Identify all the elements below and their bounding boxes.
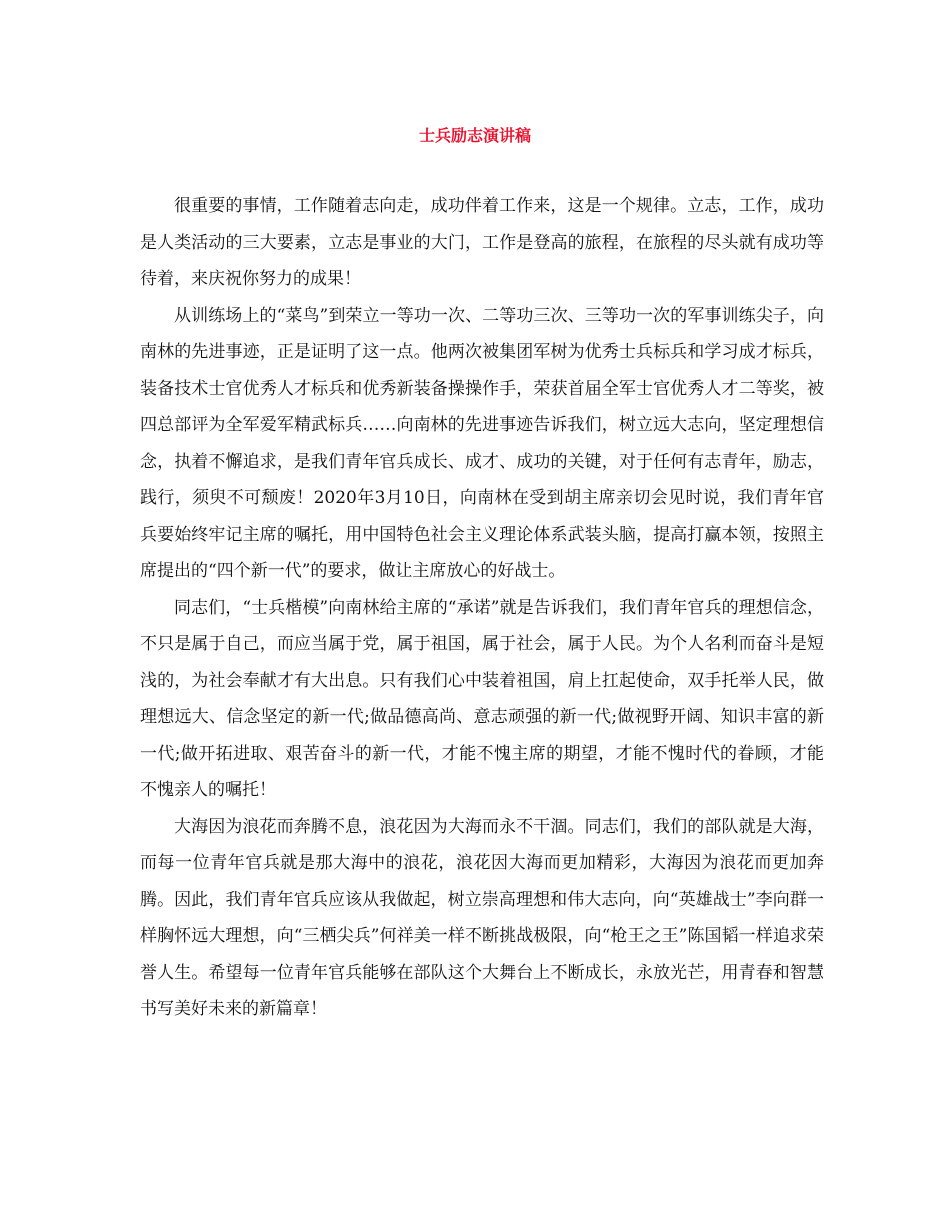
document-body xyxy=(140,188,824,1028)
document-title: 士兵励志演讲稿 xyxy=(418,126,531,145)
paragraph-3: 同志们，“士兵楷模”向南林给主席的“承诺”就是告诉我们，我们青年官兵的理想信念，不只是属于自己，而应当属于党，属于祖国，属于社会，属于人民。为个人名利而奋斗是短浅的，为社会奉献才有大出息。只有我们心中装着祖国，肩上扛起使命，双手托举人民，做理想远大、信念坚定的新一代;做品德高尚、意志顽强的新一代;做视野开阔、知识丰富的新一代;做开拓进取、艰苦奋斗的新一代，才能不愧主席的期望，才能不愧时代的眷顾，才能不愧亲人的嘱托！ xyxy=(140,597,824,800)
paragraph-4: 大海因为浪花而奔腾不息，浪花因为大海而永不干涸。同志们，我们的部队就是大海，而每一位青年官兵就是那大海中的浪花，浪花因大海而更加精彩，大海因为浪花而更加奔腾。因此，我们青年官兵应该从我做起，树立崇高理想和伟大志向，向“英雄战士”李向群一样胸怀远大理想，向“三栖尖兵”何祥美一样不断挑战极限，向“枪王之王”陈国韬一样追求荣誉人生。希望每一位青年官兵能够在部队这个大舞台上不断成长，永放光芒，用青春和智慧书写美好未来的新篇章！ xyxy=(140,816,824,1019)
paragraph-2: 从训练场上的“菜鸟”到荣立一等功一次、二等功三次、三等功一次的军事训练尖子，向南林的先进事迹，正是证明了这一点。他两次被集团军树为优秀士兵标兵和学习成才标兵，装备技术士官优秀人才标兵和优秀新装备操操作手，荣获首届全军士官优秀人才二等奖，被四总部评为全军爱军精武标兵……向南林的先进事迹告诉我们，树立远大志向，坚定理想信念，执着不懈追求，是我们青年官兵成长、成才、成功的关键，对于任何有志青年，励志，践行，须臾不可颓废！2020年3月10日，向南林在受到胡主席亲切会见时说，我们青年官兵要始终牢记主席的嘱托，用中国特色社会主义理论体系武装头脑，提高打赢本领，按照主席提出的“四个新一代”的要求，做让主席放心的好战士。 xyxy=(140,305,824,581)
paragraph-1: 很重要的事情，工作随着志向走，成功伴着工作来，这是一个规律。立志，工作，成功是人类活动的三大要素，立志是事业的大门，工作是登高的旅程，在旅程的尽头就有成功等待着，来庆祝你努力的成果！ xyxy=(140,196,824,289)
